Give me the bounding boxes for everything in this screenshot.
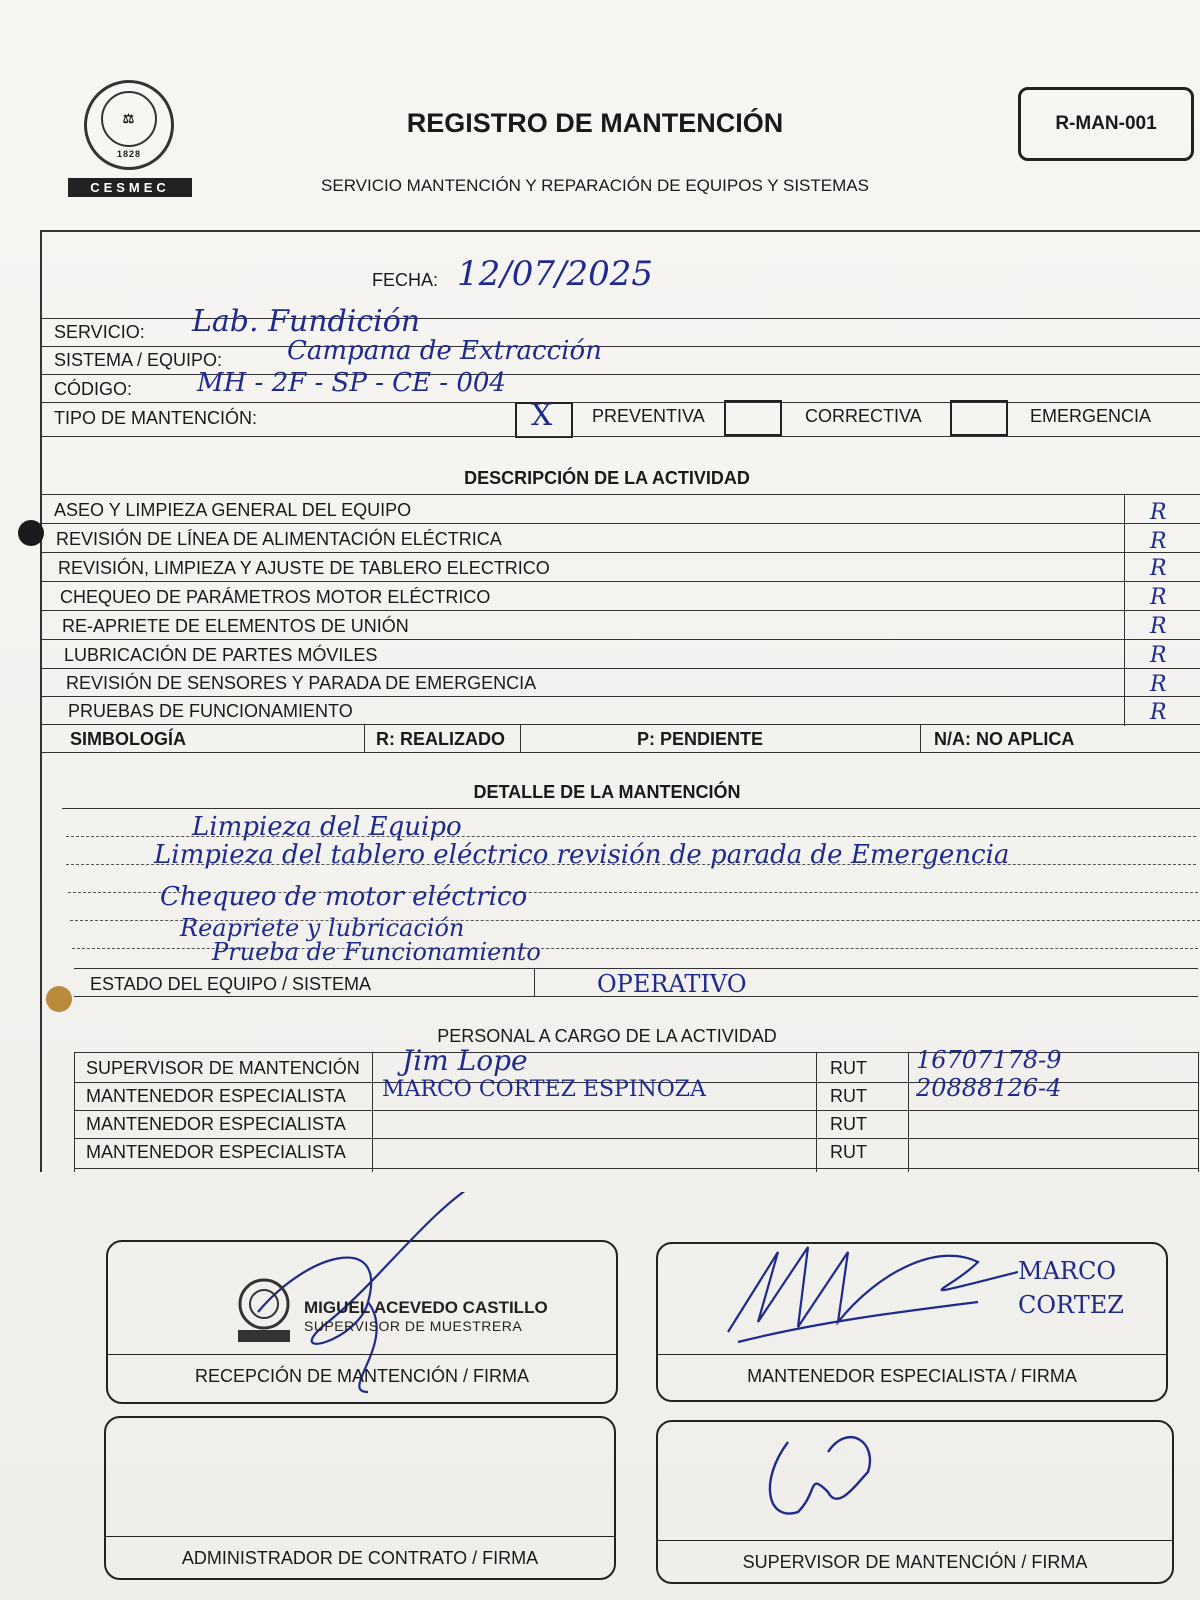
rut-label: RUT: [830, 1058, 867, 1078]
emergencia-checkbox[interactable]: [950, 400, 1008, 436]
stamp-text: [304, 1298, 548, 1334]
preventiva-checkbox[interactable]: [515, 398, 573, 438]
supervisor-signature-icon: [748, 1412, 898, 1542]
detail-line[interactable]: Limpieza del Equipo: [192, 812, 462, 842]
rut-label: RUT: [830, 1086, 867, 1106]
signature-caption: MANTENEDOR ESPECIALISTA / FIRMA: [747, 1366, 1077, 1386]
rut-label: RUT: [830, 1142, 867, 1162]
detail-line[interactable]: Reapriete y lubricación: [180, 914, 465, 942]
form-code: R-MAN-001: [1018, 87, 1194, 161]
sistema-label: SISTEMA / EQUIPO:: [54, 350, 223, 370]
form-subtitle: SERVICIO MANTENCIÓN Y REPARACIÓN DE EQUIPOS Y SISTEMAS: [321, 176, 869, 195]
rut-value[interactable]: 20888126-4: [916, 1074, 1062, 1102]
legend-no-aplica: N/A: NO APLICA: [934, 729, 1075, 749]
sistema-value[interactable]: Campana de Extracción: [287, 336, 602, 366]
activity-label: LUBRICACIÓN DE PARTES MÓVILES: [64, 645, 378, 665]
activity-status[interactable]: R: [1150, 614, 1167, 639]
personnel-role: MANTENEDOR ESPECIALISTA: [86, 1086, 346, 1106]
detail-line[interactable]: Chequeo de motor eléctrico: [160, 882, 528, 912]
mantenedor-handwritten-name: MARCO CORTEZ: [1018, 1257, 1124, 1319]
correctiva-label: CORRECTIVA: [805, 406, 922, 426]
estado-value[interactable]: OPERATIVO: [597, 970, 747, 998]
activity-status[interactable]: R: [1150, 700, 1167, 725]
activity-label: REVISIÓN, LIMPIEZA Y AJUSTE DE TABLERO ELECTRICO: [58, 558, 550, 578]
emergencia-label: EMERGENCIA: [1030, 406, 1152, 426]
tipo-label: TIPO DE MANTENCIÓN:: [54, 408, 258, 428]
punch-hole: [18, 520, 44, 546]
activity-status[interactable]: R: [1150, 585, 1167, 610]
rut-label: RUT: [830, 1114, 867, 1134]
brand-name: CESMEC: [68, 178, 192, 197]
mantenedor-signature-box[interactable]: [656, 1242, 1168, 1402]
personnel-heading: PERSONAL A CARGO DE LA ACTIVIDAD: [437, 1026, 777, 1046]
preventiva-mark: X: [531, 398, 553, 433]
legend-pendiente: P: PENDIENTE: [637, 729, 764, 749]
bureau-veritas-seal-icon: ⚖ 1828: [84, 80, 174, 170]
personnel-role: SUPERVISOR DE MANTENCIÓN: [86, 1058, 360, 1078]
personnel-name[interactable]: MARCO CORTEZ ESPINOZA: [382, 1077, 706, 1102]
administrador-signature-box[interactable]: [104, 1416, 616, 1580]
stamp-seal-icon: [234, 1276, 294, 1346]
stamp-role: SUPERVISOR DE MUESTRERA: [304, 1318, 523, 1334]
activity-label: REVISIÓN DE SENSORES Y PARADA DE EMERGENCIA: [66, 673, 537, 693]
activity-status[interactable]: R: [1150, 672, 1167, 697]
activity-label: ASEO Y LIMPIEZA GENERAL DEL EQUIPO: [54, 500, 412, 520]
activity-label: CHEQUEO DE PARÁMETROS MOTOR ELÉCTRICO: [60, 587, 491, 607]
activity-status[interactable]: R: [1150, 556, 1167, 581]
servicio-value[interactable]: Lab. Fundición: [192, 304, 421, 339]
detail-line[interactable]: Prueba de Funcionamiento: [212, 938, 541, 966]
legend-realizado: R: REALIZADO: [376, 729, 505, 749]
signature-caption: ADMINISTRADOR DE CONTRATO / FIRMA: [181, 1548, 539, 1568]
personnel-name[interactable]: Jim Lope: [402, 1044, 528, 1077]
detail-heading: DETALLE DE LA MANTENCIÓN: [473, 782, 741, 802]
personnel-role: MANTENEDOR ESPECIALISTA: [86, 1114, 346, 1134]
correctiva-checkbox[interactable]: [724, 400, 782, 436]
detail-line[interactable]: Limpieza del tablero eléctrico revisión de parada de Emergencia: [154, 840, 1010, 870]
form-title: REGISTRO DE MANTENCIÓN: [406, 108, 784, 138]
stamp-name: MIGUEL ACEVEDO CASTILLO: [304, 1298, 548, 1317]
activity-status[interactable]: R: [1150, 500, 1167, 525]
supervisor-signature-box[interactable]: [656, 1420, 1174, 1584]
fecha-label: FECHA:: [372, 270, 439, 290]
activities-heading: DESCRIPCIÓN DE LA ACTIVIDAD: [464, 468, 750, 488]
personnel-role: MANTENEDOR ESPECIALISTA: [86, 1142, 346, 1162]
recepcion-signature-box[interactable]: [106, 1240, 618, 1404]
estado-label: ESTADO DEL EQUIPO / SISTEMA: [90, 974, 372, 994]
activity-status[interactable]: R: [1150, 529, 1167, 554]
punch-hole: [46, 986, 72, 1012]
mantenedor-signature-icon: [718, 1232, 1018, 1362]
activity-label: REVISIÓN DE LÍNEA DE ALIMENTACIÓN ELÉCTRICA: [56, 529, 502, 549]
rut-value[interactable]: 16707178-9: [916, 1046, 1062, 1074]
servicio-label: SERVICIO:: [54, 322, 145, 342]
legend-title: SIMBOLOGÍA: [70, 729, 186, 749]
preventiva-label: PREVENTIVA: [592, 406, 705, 426]
codigo-label: CÓDIGO:: [54, 379, 133, 399]
fecha-value[interactable]: 12/07/2025: [457, 254, 653, 294]
company-logo: [68, 80, 192, 197]
activity-label: RE-APRIETE DE ELEMENTOS DE UNIÓN: [62, 616, 409, 636]
maintenance-form: [40, 230, 1200, 1172]
signature-caption: SUPERVISOR DE MANTENCIÓN / FIRMA: [742, 1552, 1088, 1572]
signature-caption: RECEPCIÓN DE MANTENCIÓN / FIRMA: [194, 1366, 530, 1386]
activity-label: PRUEBAS DE FUNCIONAMIENTO: [68, 701, 353, 721]
activity-status[interactable]: R: [1150, 643, 1167, 668]
seal-year: 1828: [116, 149, 142, 159]
codigo-value[interactable]: MH - 2F - SP - CE - 004: [197, 368, 506, 398]
